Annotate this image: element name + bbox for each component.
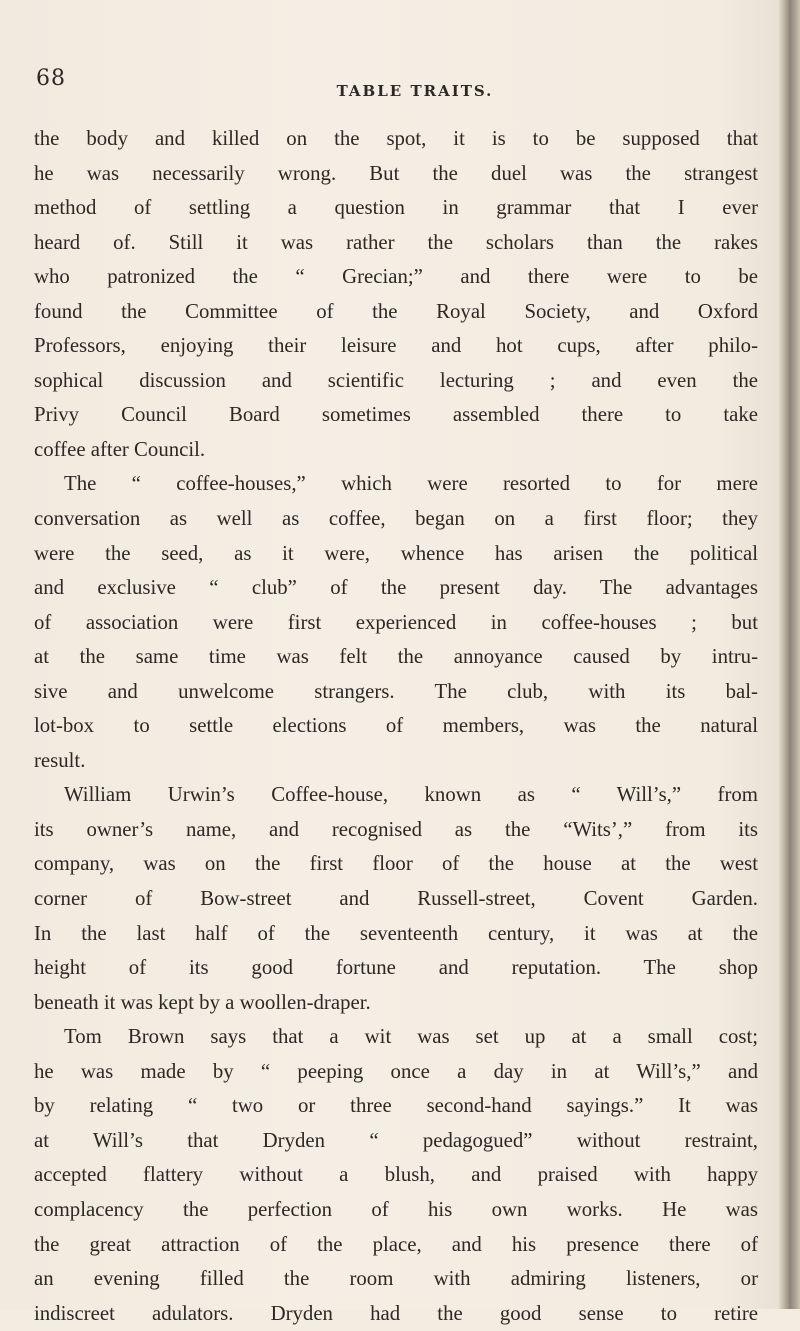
text-line: accepted flattery without a blush, and praised with happy	[34, 1163, 758, 1187]
text-line: result.	[34, 748, 86, 772]
text-line: William Urwin’s Coffee-house, known as “ Will’s,” from	[64, 783, 758, 807]
page-number: 68	[36, 66, 66, 91]
text-line: were the seed, as it were, whence has arisen the political	[34, 541, 758, 565]
text-line: indiscreet adulators. Dryden had the good sense to retire	[34, 1301, 758, 1325]
text-line: Professors, enjoying their leisure and hot cups, after philo-	[34, 334, 758, 358]
text-line: by relating “ two or three second-hand sayings.” It was	[34, 1094, 758, 1118]
text-line: who patronized the “ Grecian;” and there were to be	[34, 265, 758, 289]
text-line: conversation as well as coffee, began on a first floor; they	[34, 507, 758, 531]
text-line: corner of Bow-street and Russell-street, Covent Garden.	[34, 887, 758, 911]
text-line: its owner’s name, and recognised as the “Wits’,” from its	[34, 817, 758, 841]
text-line: lot-box to settle elections of members, was the natural	[34, 714, 758, 738]
text-line: heard of. Still it was rather the scholars than the rakes	[34, 230, 758, 254]
text-line: at Will’s that Dryden “ pedagogued” without restraint,	[34, 1128, 758, 1152]
text-line: In the last half of the seventeenth century, it was at the	[34, 921, 758, 945]
text-line: found the Committee of the Royal Society, and Oxford	[34, 299, 758, 323]
text-line: the body and killed on the spot, it is to be supposed that	[34, 127, 758, 150]
text-line: an evening filled the room with admiring listeners, or	[34, 1267, 758, 1291]
page-edge-shadow	[778, 0, 800, 1309]
text-line: coffee after Council.	[34, 437, 206, 461]
text-line: he was necessarily wrong. But the duel was the strangest	[34, 161, 758, 185]
text-line: sive and unwelcome strangers. The club, with its bal-	[34, 679, 758, 703]
text-line: and exclusive “ club” of the present day. The advantages	[34, 576, 758, 600]
text-line: the great attraction of the place, and his presence there of	[34, 1232, 758, 1256]
text-line: he was made by “ peeping once a day in at Will’s,” and	[34, 1059, 758, 1083]
text-line: Privy Council Board sometimes assembled there to take	[34, 403, 758, 427]
text-line: complacency the perfection of his own works. He was	[34, 1197, 758, 1221]
text-line: sophical discussion and scientific lecturing ; and even the	[34, 368, 758, 392]
text-line: method of settling a question in grammar that I ever	[34, 196, 758, 220]
body-text	[34, 122, 758, 1331]
text-line: at the same time was felt the annoyance caused by intru-	[34, 645, 758, 669]
text-line: of association were first experienced in coffee-houses ; but	[34, 610, 758, 634]
text-line: company, was on the first floor of the house at the west	[34, 852, 758, 876]
text-line: height of its good fortune and reputation. The shop	[34, 956, 758, 980]
running-title: TABLE TRAITS.	[336, 82, 494, 100]
page-header	[0, 66, 800, 106]
text-line: Tom Brown says that a wit was set up at a small cost;	[64, 1025, 758, 1049]
text-line: beneath it was kept by a woollen-draper.	[34, 990, 371, 1014]
text-line: The “ coffee-houses,” which were resorted to for mere	[64, 472, 758, 496]
